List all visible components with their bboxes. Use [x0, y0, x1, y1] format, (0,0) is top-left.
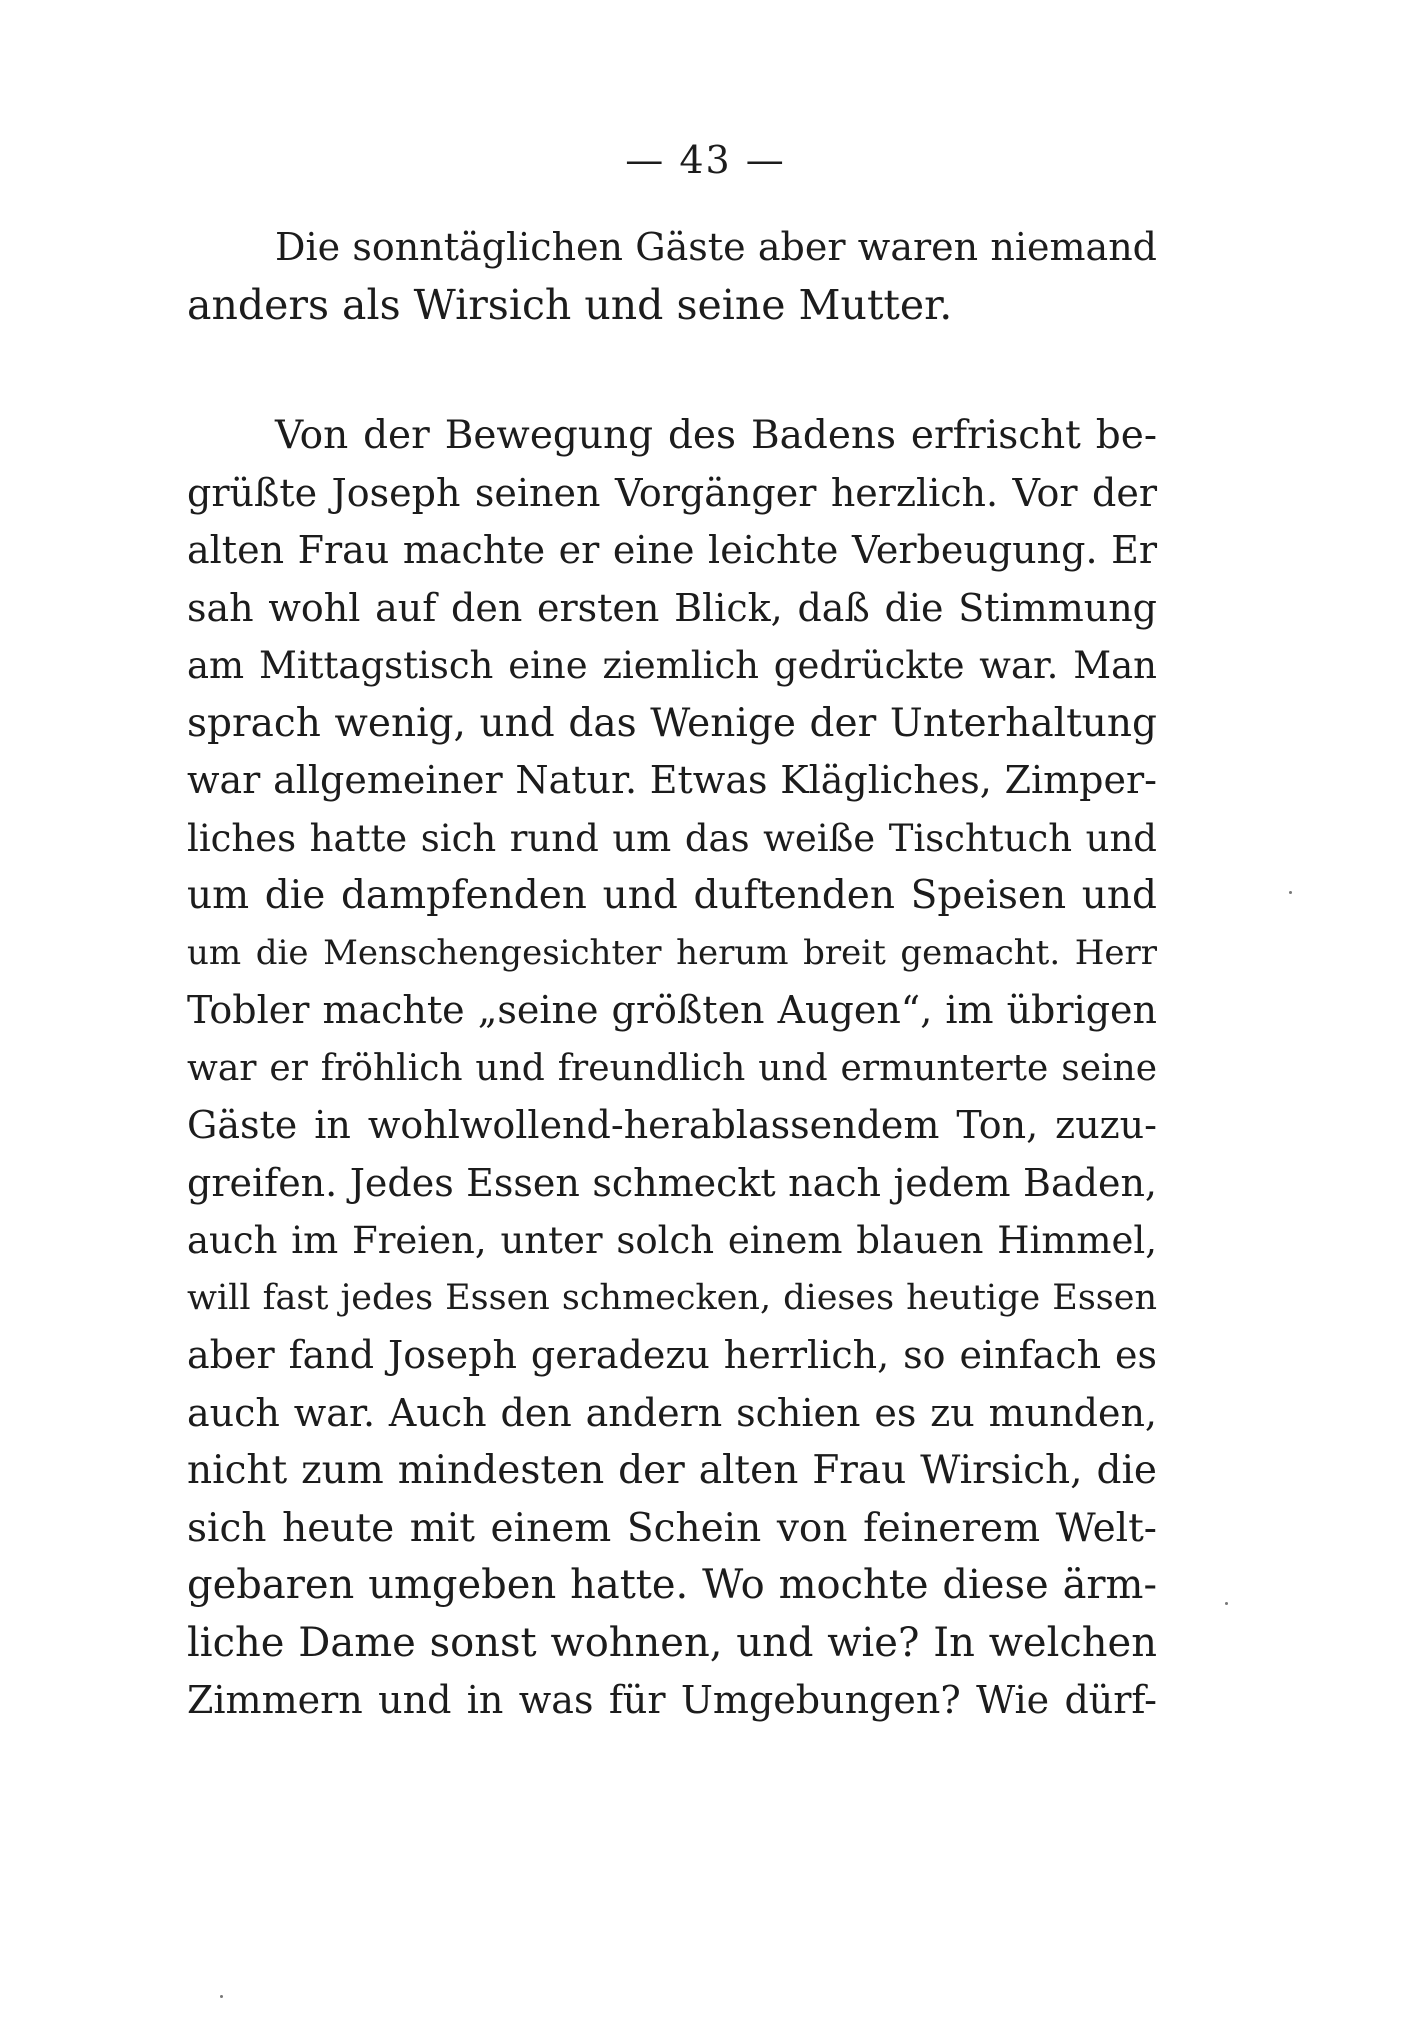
- paragraph-1: [187, 219, 1157, 334]
- text-line: um die dampfenden und duftenden Speisen und: [187, 873, 1157, 918]
- text-line: nicht zum mindesten der alten Frau Wirsich, die: [187, 1448, 1157, 1493]
- scan-speck: [1289, 891, 1292, 894]
- scan-speck: [220, 1995, 223, 1998]
- text-line: Gäste in wohlwollend-herablassendem Ton, zuzu-: [187, 1103, 1157, 1147]
- text-line: liches hatte sich rund um das weiße Tischtuch und: [187, 816, 1157, 860]
- text-line: Die sonntäglichen Gäste aber waren niemand: [275, 225, 1157, 269]
- text-line: greifen. Jedes Essen schmeckt nach jedem Baden,: [187, 1160, 1157, 1205]
- text-line: alten Frau machte er eine leichte Verbeugung. Er: [187, 528, 1157, 572]
- text-line: war allgemeiner Natur. Etwas Klägliches, Zimper-: [187, 758, 1157, 802]
- text-line: sich heute mit einem Schein von feinerem Welt-: [187, 1505, 1157, 1551]
- text-line: Tobler machte „seine größten Augen“, im übrigen: [187, 988, 1157, 1032]
- text-line: liche Dame sonst wohnen, und wie? In welchen: [187, 1619, 1157, 1666]
- page-number: — 43 —: [625, 138, 786, 182]
- text-line: anders als Wirsich und seine Mutter.: [187, 280, 953, 329]
- text-line: sah wohl auf den ersten Blick, daß die Stimmung: [187, 585, 1157, 630]
- paragraph-2: [187, 407, 1157, 1730]
- text-line: Von der Bewegung des Badens erfrischt be-: [275, 413, 1157, 458]
- text-line: um die Menschengesichter herum breit gemacht. Herr: [187, 932, 1157, 973]
- scan-speck: [1225, 1602, 1228, 1605]
- text-line: will fast jedes Essen schmecken, dieses heutige Essen: [187, 1277, 1157, 1318]
- text-line: am Mittagstisch eine ziemlich gedrückte war. Man: [187, 644, 1157, 687]
- text-line: gebaren umgeben hatte. Wo mochte diese ärm-: [187, 1562, 1157, 1608]
- text-line: auch im Freien, unter solch einem blauen Himmel,: [187, 1219, 1157, 1262]
- text-line: Zimmern und in was für Umgebungen? Wie dürf-: [187, 1678, 1157, 1722]
- text-line: sprach wenig, und das Wenige der Unterhaltung: [187, 700, 1157, 746]
- text-line: auch war. Auch den andern schien es zu munden,: [187, 1390, 1157, 1435]
- text-line: grüßte Joseph seinen Vorgänger herzlich. Vor der: [187, 470, 1157, 515]
- text-line: war er fröhlich und freundlich und ermunterte seine: [187, 1047, 1157, 1089]
- text-line: aber fand Joseph geradezu herrlich, so einfach es: [187, 1333, 1157, 1377]
